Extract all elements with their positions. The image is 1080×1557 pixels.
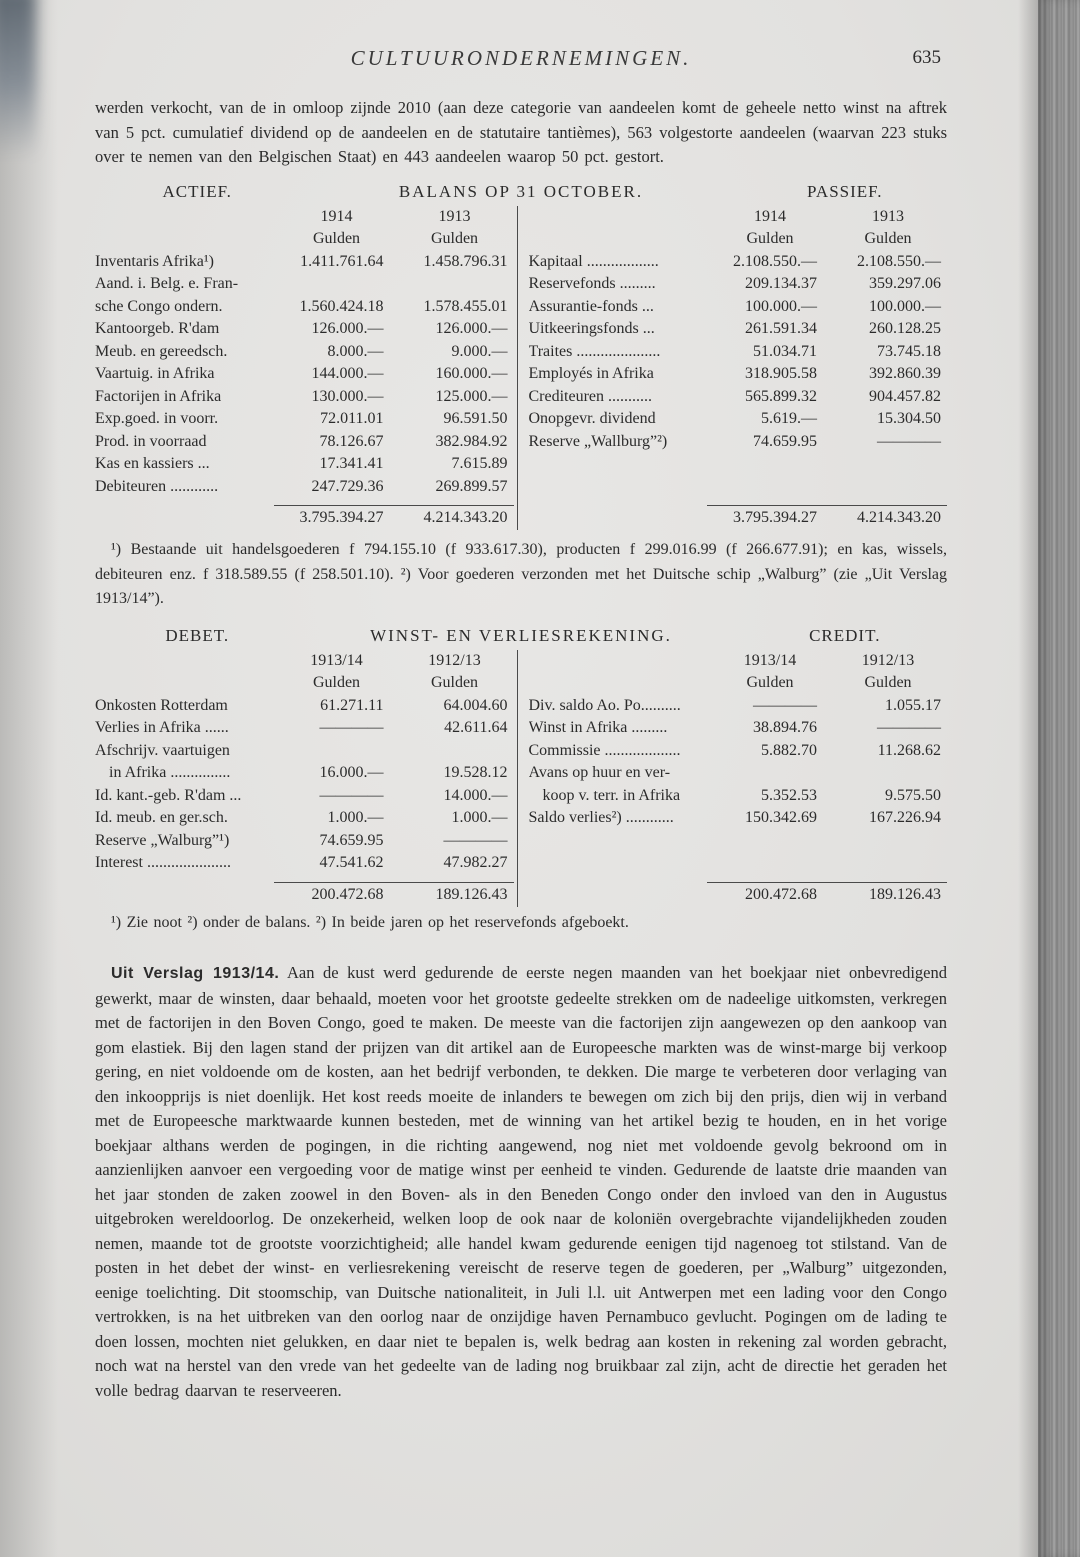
credit-column <box>518 650 948 907</box>
row-value-1 <box>699 762 823 785</box>
row-value-1914: 209.134.37 <box>745 275 817 292</box>
row-label: Crediteuren ........... <box>528 387 653 405</box>
table-row <box>529 251 948 274</box>
row-label: Inventaris Afrika¹) <box>95 252 214 270</box>
row-value-1: 5.882.70 <box>761 741 817 759</box>
balance-footnote: ¹) Bestaande uit handelsgoederen f 794.155.10 (f 933.617.30), producten f 299.016.99 (f 266.677.91); en kas, wissels, debiteuren enz. f 318.589.55 (f 258.501.10). ²) Voor goederen verzonden met het Duitsche schip „Walburg” (zie „Uit Verslag 1913/14”). <box>95 541 947 607</box>
row-value-2: 11.268.62 <box>877 741 941 759</box>
passief-year-row <box>529 206 948 229</box>
row-value-1: 150.342.69 <box>745 809 817 826</box>
spacer <box>95 672 278 695</box>
table-row <box>95 740 514 763</box>
table-row <box>95 341 514 364</box>
table-row <box>95 431 514 454</box>
balance-title: BALANS OP 31 OCTOBER. <box>398 181 644 201</box>
year-1913: 1913 <box>438 207 471 225</box>
table-row <box>95 852 514 875</box>
row-label: Interest ..................... <box>95 854 231 871</box>
table-row <box>95 296 514 319</box>
row-value-1: 5.352.53 <box>761 786 817 804</box>
passief-unit-row <box>529 228 948 251</box>
year-1913: 1913 <box>872 207 904 225</box>
row-value-2: 47.982.27 <box>443 854 508 871</box>
debet-heading: DEBET. <box>165 625 230 645</box>
table-row <box>95 807 514 830</box>
row-value-1913: 1.458.796.31 <box>423 252 508 270</box>
row-value-1913: 260.128.25 <box>869 320 941 337</box>
pl-footnote: ¹) Zie noot ²) onder de balans. ²) In beide jaren op het reservefonds afgeboekt. <box>111 913 629 931</box>
row-value-1913: 126.000.— <box>435 320 508 337</box>
total-2: 189.126.43 <box>869 885 941 903</box>
row-value-1914: 144.000.— <box>311 365 384 382</box>
row-label: Id. meub. en ger.sch. <box>95 809 228 826</box>
row-label: Avans op huur en ver- <box>528 764 671 781</box>
top-left-binding-smudge <box>0 0 36 158</box>
spacer <box>529 883 700 907</box>
unit-gulden: Gulden <box>864 674 912 691</box>
debet-column <box>95 650 518 907</box>
table-row <box>529 318 948 341</box>
actief-total-block <box>95 498 514 530</box>
passief-heading: PASSIEF. <box>807 181 883 201</box>
row-value-1913: 392.860.39 <box>869 365 941 382</box>
row-value-2: ———— <box>443 831 508 849</box>
row-value-1914: 5.619.— <box>761 410 817 427</box>
spacer <box>529 206 712 229</box>
table-row <box>529 431 948 454</box>
row-label: koop v. terr. in Afrika <box>542 786 681 804</box>
actief-heading: ACTIEF. <box>162 181 232 201</box>
row-value-1914: 17.341.41 <box>319 455 384 472</box>
table-row <box>95 695 514 718</box>
row-label: Meub. en gereedsch. <box>95 342 228 360</box>
row-label: Debiteuren ............ <box>95 477 219 495</box>
row-value-1914 <box>266 273 390 296</box>
table-row <box>529 740 948 763</box>
row-value-1: 74.659.95 <box>319 831 384 849</box>
report-paragraph <box>95 961 947 1403</box>
row-value-1: 61.271.11 <box>320 696 384 714</box>
total-2: 189.126.43 <box>435 885 508 903</box>
row-value-2: 42.611.64 <box>444 719 508 736</box>
row-value-1914: 318.905.58 <box>745 365 817 382</box>
year-1912-13: 1912/13 <box>428 651 481 669</box>
row-value-2 <box>390 740 514 763</box>
row-label: Id. kant.-geb. R'dam ... <box>95 786 242 804</box>
pl-sheet <box>95 650 947 907</box>
pl-title: WINST- EN VERLIESREKENING. <box>370 625 672 645</box>
book-page-edge <box>1038 0 1080 1557</box>
page-title: CULTUURONDERNEMINGEN. <box>350 46 692 70</box>
credit-total-row <box>529 883 948 907</box>
row-label: Afschrijv. vaartuigen <box>95 741 230 759</box>
row-value-1913: 2.108.550.— <box>857 252 941 270</box>
row-label: sche Congo ondern. <box>95 297 223 315</box>
spacer <box>529 228 712 251</box>
table-row <box>95 717 514 740</box>
actief-column <box>95 206 518 531</box>
table-row <box>95 830 514 853</box>
credit-total-block <box>529 875 948 907</box>
intro-paragraph: werden verkocht, van de in omloop zijnde 2010 (aan deze categorie van aandeelen komt de geheele netto winst na aftrek van 5 pct. cumulatief dividend op de aandeelen en de statutaire tantièmes), 563 volgestorte aandeelen (waarvan 223 stuks over te nemen van den Belgischen Staat) en 443 aandeelen waarop 50 pct. gestort. <box>95 98 947 166</box>
row-value-1913: 9.000.— <box>451 342 508 360</box>
row-value-1914: 247.729.36 <box>311 477 384 495</box>
row-value-1914: 2.108.550.— <box>733 252 817 270</box>
page-content <box>95 46 947 1403</box>
total-1913: 4.214.343.20 <box>857 509 941 526</box>
passief-column <box>518 206 948 531</box>
row-value-2: 64.004.60 <box>443 696 508 714</box>
balance-headings <box>95 182 947 202</box>
row-value-2: 167.226.94 <box>869 809 941 826</box>
row-value-1914: 565.899.32 <box>745 387 817 405</box>
row-value-1: 38.894.76 <box>753 719 817 736</box>
actief-year-row <box>95 206 514 229</box>
row-value-1914: 72.011.01 <box>320 410 384 427</box>
row-value-1914: 8.000.— <box>327 342 384 360</box>
table-row <box>529 408 948 431</box>
row-value-1: 16.000.— <box>319 764 384 781</box>
row-value-1913: 160.000.— <box>435 365 508 382</box>
row-value-1913: 7.615.89 <box>451 455 508 472</box>
row-label: Div. saldo Ao. Po.......... <box>528 696 681 714</box>
table-row <box>95 386 514 409</box>
right-edge-fade <box>1018 0 1038 1557</box>
row-value-1 <box>266 740 390 763</box>
row-value-1: 47.541.62 <box>319 854 384 871</box>
row-label: Reservefonds ......... <box>528 275 656 292</box>
total-1: 200.472.68 <box>311 885 384 903</box>
row-value-1914: 78.126.67 <box>319 432 384 450</box>
row-value-1913: ———— <box>877 432 941 450</box>
row-value-1913 <box>390 273 514 296</box>
row-value-1914: 261.591.34 <box>745 320 817 337</box>
unit-gulden: Gulden <box>430 674 479 691</box>
spacer <box>95 206 278 229</box>
left-page-shadow <box>0 0 58 1557</box>
running-head <box>95 46 947 76</box>
row-label: Assurantie-fonds ... <box>528 297 654 315</box>
table-row <box>529 386 948 409</box>
row-value-1914: 1.411.761.64 <box>300 252 384 270</box>
spacer <box>95 650 278 673</box>
row-value-1913: 269.899.57 <box>435 477 508 495</box>
row-value-1913: 15.304.50 <box>877 410 941 427</box>
row-value-2: 1.000.— <box>451 809 508 826</box>
total-1: 200.472.68 <box>745 885 817 903</box>
table-row <box>529 341 948 364</box>
row-value-1: ———— <box>753 696 817 714</box>
debet-total-row <box>95 883 514 907</box>
row-value-1: ———— <box>319 719 384 736</box>
row-label: Saldo verlies²) ............ <box>528 809 674 826</box>
row-label: Exp.goed. in voorr. <box>95 410 219 427</box>
row-label: Kas en kassiers ... <box>95 455 210 472</box>
spacer <box>95 506 266 530</box>
table-row <box>95 408 514 431</box>
debet-year-row <box>95 650 514 673</box>
unit-gulden: Gulden <box>312 230 361 247</box>
row-value-1914: 126.000.— <box>311 320 384 337</box>
spacer <box>529 650 712 673</box>
spacer <box>529 506 700 530</box>
row-label: Onopgevr. dividend <box>528 410 656 427</box>
table-row <box>95 762 514 785</box>
credit-year-row <box>529 650 948 673</box>
row-value-1913: 1.578.455.01 <box>423 297 508 315</box>
pl-headings <box>95 626 947 646</box>
passief-total-row <box>529 506 948 530</box>
year-1914: 1914 <box>754 207 786 225</box>
row-label: Winst in Afrika ......... <box>528 719 668 736</box>
row-value-1: 1.000.— <box>327 809 384 826</box>
total-1913: 4.214.343.20 <box>423 509 508 526</box>
row-value-1913: 96.591.50 <box>443 410 508 427</box>
unit-gulden: Gulden <box>864 230 912 247</box>
row-value-2: 14.000.— <box>443 786 508 804</box>
row-label: Aand. i. Belg. e. Fran- <box>95 275 239 292</box>
row-label: Factorijen in Afrika <box>95 387 222 405</box>
unit-gulden: Gulden <box>430 230 479 247</box>
table-row <box>529 717 948 740</box>
row-value-1914: 74.659.95 <box>753 432 817 450</box>
row-label: Reserve „Walburg”¹) <box>95 831 230 849</box>
credit-heading: CREDIT. <box>809 625 881 645</box>
row-label: Reserve „Wallburg”²) <box>528 432 668 450</box>
credit-unit-row <box>529 672 948 695</box>
spacer <box>95 883 266 907</box>
unit-gulden: Gulden <box>746 674 794 691</box>
page-number: 635 <box>912 47 941 68</box>
row-value-1913: 125.000.— <box>435 387 508 405</box>
row-value-1913: 73.745.18 <box>877 342 941 360</box>
table-row <box>95 476 514 499</box>
row-value-1914: 1.560.424.18 <box>299 297 384 315</box>
row-value-2 <box>823 762 947 785</box>
row-value-2: 19.528.12 <box>443 764 508 781</box>
year-1912-13: 1912/13 <box>861 651 915 669</box>
table-row <box>95 318 514 341</box>
balance-sheet <box>95 206 947 531</box>
table-row <box>529 363 948 386</box>
spacer <box>95 228 278 251</box>
row-value-1913: 382.984.92 <box>435 432 508 450</box>
table-row <box>95 273 514 296</box>
row-value-1913: 904.457.82 <box>869 387 941 405</box>
spacer <box>529 672 712 695</box>
report-body: Aan de kust werd gedurende de eerste negen maanden van het boekjaar niet onbevredigend gewerkt, maar de winsten, daar behaald, moeten voor het grootste gedeelte strekken om de nadeelige uitkomsten, verkregen met de factorijen in den Boven Congo, goed te maken. De meeste van die factorijen zijn aangewezen op den aankoop van gom elastiek. Bij den lagen stand der prijzen van dit artikel aan de Europeesche markten was de winst-marge bij verkoop gering, en niet voldoende om de kosten, aan het bedrijf verbonden, te dekken. Die marge te verbeteren door verlaging van den inkoopprijs is niet doenlijk. Het kost reeds moeite de inlanders te bewegen om zich bij den prijs, dien wij in verband met de Europeesche marktwaarde kunnen besteden, met de winning van het artikel bezig te houden, en in het vorige boekjaar althans werden de pogingen, in die richting aangewend, nog niet met voldoende gevolg bekroond om in aanzienlijken aanvoer een vergoeding voor de matige winst per eenheid te vinden. Gedurende de laatste drie maanden van het jaar stonden de zaken zoowel in den Boven- als in den Beneden Congo onder den invloed van den in Augustus uitgebroken wereldoorlog. De onzekerheid, welken loop de ook naar de koloniën overgebrachte vijandelijkheden zouden nemen, maande tot de grootste voorzichtigheid; alle handel kwam gedurende eenigen tijd nagenoeg tot stilstand. Van de posten in het debet der winst- en verliesrekening vereischt de reserve tegen de goederen, per „Walburg” uitgezonden, eenige toelichting. Dit stoomschip, van Duitsche nationaliteit, in Juli l.l. uit Antwerpen met een lading voor den Congo vertrokken, is na het uitbreken van den oorlog naar de onzijdige haven Pernambuco gevlucht. Pogingen om de lading te doen lossen, mochten niet gelukken, en daar niet te bepalen is, welk bedrag aan kosten in rekening zal worden gebracht, noch wat na herstel van den vrede van het gedeelte van de lading nog bruikbaar zal zijn, acht de directie het geraden het volle bedrag daarvan te reserveeren. <box>95 963 947 1400</box>
table-row <box>529 762 948 785</box>
row-label: Employés in Afrika <box>528 365 654 382</box>
row-value-1914: 100.000.— <box>745 297 817 315</box>
row-label: Uitkeeringsfonds ... <box>528 320 655 337</box>
row-value-1913: 100.000.— <box>869 297 941 315</box>
table-row <box>529 785 948 808</box>
row-value-2: 1.055.17 <box>885 696 941 714</box>
row-label: Traites ..................... <box>528 342 661 360</box>
debet-total-block <box>95 875 514 907</box>
table-row <box>529 807 948 830</box>
table-row <box>95 785 514 808</box>
report-lead: Uit Verslag 1913/14. <box>111 965 280 982</box>
row-label: in Afrika ............... <box>109 764 231 781</box>
row-label: Prod. in voorraad <box>95 432 207 450</box>
row-value-1914: 130.000.— <box>311 387 384 405</box>
unit-gulden: Gulden <box>746 230 794 247</box>
year-1913-14: 1913/14 <box>310 651 363 669</box>
debet-unit-row <box>95 672 514 695</box>
row-label: Vaartuig. in Afrika <box>95 365 215 382</box>
row-value-1: ———— <box>319 786 384 804</box>
table-row <box>95 251 514 274</box>
year-1914: 1914 <box>320 207 353 225</box>
actief-unit-row <box>95 228 514 251</box>
row-label: Onkosten Rotterdam <box>95 696 228 714</box>
row-value-2: 9.575.50 <box>885 786 941 804</box>
actief-total-row <box>95 506 514 530</box>
total-1914: 3.795.394.27 <box>733 509 817 526</box>
row-value-1914: 51.034.71 <box>753 342 817 360</box>
row-label: Commissie ................... <box>528 741 681 759</box>
table-row <box>95 363 514 386</box>
row-label: Verlies in Afrika ...... <box>95 719 229 736</box>
passief-total-block <box>529 498 948 530</box>
row-label: Kantoorgeb. R'dam <box>95 320 220 337</box>
row-value-2: ———— <box>877 719 941 736</box>
row-value-1913: 359.297.06 <box>869 275 941 292</box>
table-row <box>529 296 948 319</box>
table-row <box>529 273 948 296</box>
row-label: Kapitaal .................. <box>528 252 659 270</box>
table-row <box>529 695 948 718</box>
unit-gulden: Gulden <box>312 674 361 691</box>
table-row <box>95 453 514 476</box>
total-1914: 3.795.394.27 <box>299 509 384 526</box>
year-1913-14: 1913/14 <box>743 651 797 669</box>
